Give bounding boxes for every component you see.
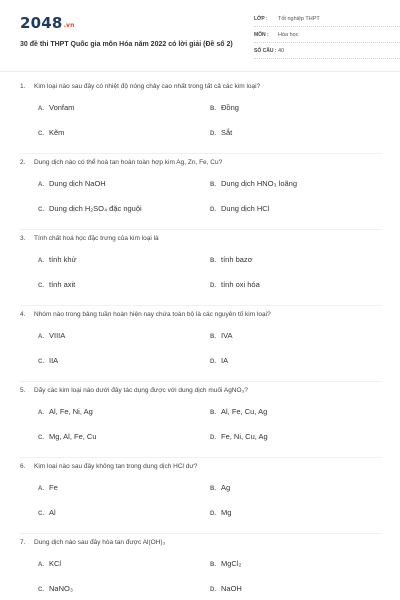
answer-option-c[interactable]: [38, 128, 64, 137]
answer-option-b[interactable]: [210, 331, 233, 340]
answer-option-a[interactable]: [38, 407, 93, 416]
answer-letter: A.: [38, 182, 44, 188]
answer-text: Dung dịch HCl: [221, 204, 270, 213]
question-number: 3.: [20, 235, 26, 242]
answer-letter: C.: [38, 435, 44, 441]
meta-count-row: [254, 45, 400, 59]
answer-letter: A.: [38, 258, 44, 264]
question-number: 4.: [20, 311, 26, 318]
answer-text: Al: [49, 508, 56, 517]
question-6: [20, 458, 382, 534]
answer-text: Mg: [221, 508, 232, 517]
exam-meta: [254, 13, 400, 61]
answer-option-c[interactable]: [38, 356, 58, 365]
answer-letter: C.: [38, 207, 44, 213]
question-text: [20, 539, 165, 546]
answer-letter: B.: [210, 410, 216, 416]
answer-text: Fe: [49, 483, 58, 492]
answer-letter: D.: [210, 131, 216, 137]
answer-text: NaNO₃: [49, 584, 73, 593]
question-prompt: Dãy các kim loại nào dưới đây tác dụng được với dung dịch muối AgNO₃?: [34, 387, 248, 394]
site-logo[interactable]: 2048.vn: [20, 14, 75, 32]
answer-option-c[interactable]: [38, 432, 97, 441]
answer-option-d[interactable]: [210, 280, 260, 289]
answer-option-a[interactable]: [38, 179, 106, 188]
answer-letter: C.: [38, 283, 44, 289]
answer-option-a[interactable]: [38, 331, 65, 340]
answer-text: Al, Fe, Cu, Ag: [221, 407, 268, 416]
answer-option-b[interactable]: [210, 179, 297, 188]
meta-subject-row: [254, 29, 400, 43]
question-number: 7.: [20, 539, 26, 546]
answer-letter: B.: [210, 334, 216, 340]
answer-option-d[interactable]: [210, 584, 242, 593]
answer-text: tính oxi hóa: [221, 280, 260, 289]
answer-option-d[interactable]: [210, 508, 231, 517]
meta-subject-value: Hóa học: [278, 32, 299, 38]
answer-option-a[interactable]: [38, 483, 58, 492]
answer-option-a[interactable]: [38, 103, 74, 112]
answer-letter: D.: [210, 435, 216, 441]
answer-letter: A.: [38, 334, 44, 340]
answer-letter: B.: [210, 562, 216, 568]
answer-letter: B.: [210, 106, 216, 112]
answer-option-d[interactable]: [210, 128, 232, 137]
answer-text: Vonfam: [49, 103, 75, 112]
answer-text: tính khử: [49, 255, 77, 264]
question-prompt: Tính chất hoá học đặc trưng của kim loại là: [34, 235, 159, 242]
answer-option-b[interactable]: [210, 103, 239, 112]
answer-letter: D.: [210, 587, 216, 593]
question-list: [20, 78, 382, 600]
answer-letter: A.: [38, 106, 44, 112]
answer-text: IVA: [221, 331, 233, 340]
answer-option-d[interactable]: [210, 432, 268, 441]
question-number: 2.: [20, 159, 26, 166]
page-header: [20, 12, 382, 62]
answer-letter: B.: [210, 486, 216, 492]
meta-class-key: LỚP :: [254, 16, 268, 22]
question-3: [20, 230, 382, 306]
exam-title: 30 đề thi THPT Quốc gia môn Hóa năm 2022 có lời giải (Đề số 2): [20, 41, 233, 48]
answer-text: MgCl₂: [221, 559, 242, 568]
answer-letter: D.: [210, 359, 216, 365]
answer-letter: C.: [38, 359, 44, 365]
question-number: 1.: [20, 83, 26, 90]
meta-class-value: Tốt nghiệp THPT: [278, 16, 320, 22]
answer-letter: D.: [210, 207, 216, 213]
answer-letter: D.: [210, 283, 216, 289]
question-prompt: Dung dịch nào có thể hoà tan hoàn toàn hợp kim Ag, Zn, Fe, Cu?: [34, 159, 223, 166]
answer-letter: A.: [38, 562, 44, 568]
header-divider: [0, 71, 400, 72]
answer-text: IIA: [49, 356, 59, 365]
question-prompt: Kim loại nào sau đây không tan trong dung dịch HCl dư?: [34, 463, 198, 470]
answer-text: Al, Fe, Ni, Ag: [49, 407, 93, 416]
answer-option-b[interactable]: [210, 255, 253, 264]
answer-text: Dung dịch HNO₃ loãng: [221, 179, 298, 188]
answer-option-a[interactable]: [38, 559, 61, 568]
question-text: [20, 387, 248, 394]
meta-class-row: [254, 13, 400, 27]
question-number: 5.: [20, 387, 26, 394]
answer-text: tính axit: [49, 280, 76, 289]
answer-letter: D.: [210, 511, 216, 517]
question-text: [20, 463, 197, 470]
question-2: [20, 154, 382, 230]
answer-text: Sắt: [221, 128, 233, 137]
question-text: [20, 159, 222, 166]
answer-text: NaOH: [221, 584, 242, 593]
meta-count-value: 40: [278, 48, 285, 54]
answer-text: Dung dịch H₂SO₄ đặc nguội: [49, 204, 142, 213]
answer-letter: C.: [38, 131, 44, 137]
answer-option-c[interactable]: [38, 204, 142, 213]
answer-option-c[interactable]: [38, 508, 56, 517]
answer-letter: B.: [210, 258, 216, 264]
answer-letter: C.: [38, 511, 44, 517]
meta-count-key: SỐ CÂU :: [254, 48, 277, 54]
question-text: [20, 83, 260, 90]
question-4: [20, 306, 382, 382]
question-number: 6.: [20, 463, 26, 470]
answer-option-a[interactable]: [38, 255, 77, 264]
answer-text: Mg, Al, Fe, Cu: [49, 432, 97, 441]
answer-option-b[interactable]: [210, 407, 267, 416]
question-text: [20, 235, 159, 242]
answer-text: Dung dịch NaOH: [49, 179, 106, 188]
question-prompt: Nhóm nào trong bảng tuần hoàn hiện nay chứa toàn bộ là các nguyên tố kim loại?: [34, 311, 271, 318]
answer-letter: A.: [38, 410, 44, 416]
question-7: [20, 534, 382, 600]
question-prompt: Dung dịch nào sau đây hòa tan được Al(OH)₃: [34, 539, 166, 546]
answer-text: tính bazơ: [221, 255, 253, 264]
answer-text: Đồng: [221, 103, 239, 112]
answer-letter: C.: [38, 587, 44, 593]
answer-text: VIIIA: [49, 331, 66, 340]
answer-text: Kẽm: [49, 128, 65, 137]
answer-option-d[interactable]: [210, 204, 269, 213]
answer-text: Ag: [221, 483, 231, 492]
answer-option-b[interactable]: [210, 483, 230, 492]
answer-letter: A.: [38, 486, 44, 492]
answer-text: Fe, Ni, Cu, Ag: [221, 432, 268, 441]
answer-text: KCl: [49, 559, 62, 568]
answer-letter: B.: [210, 182, 216, 188]
question-1: [20, 78, 382, 154]
meta-subject-key: MÔN :: [254, 32, 269, 38]
question-prompt: Kim loại nào sau đây có nhiệt độ nóng chảy cao nhất trong tất cả các kim loại?: [34, 83, 261, 90]
answer-option-c[interactable]: [38, 584, 73, 593]
question-5: [20, 382, 382, 458]
question-text: [20, 311, 271, 318]
answer-option-c[interactable]: [38, 280, 75, 289]
answer-option-d[interactable]: [210, 356, 228, 365]
answer-option-b[interactable]: [210, 559, 241, 568]
answer-text: IA: [221, 356, 229, 365]
